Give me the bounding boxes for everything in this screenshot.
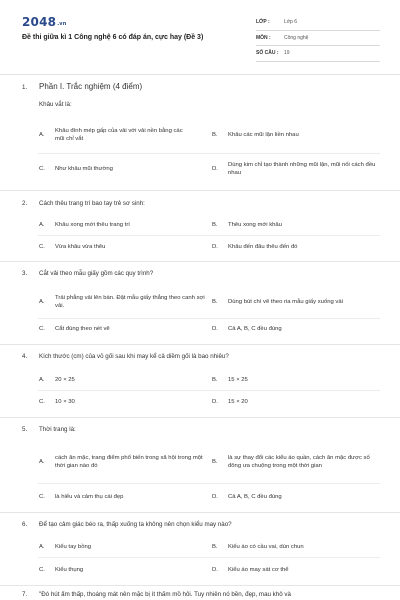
question-stem: Thời trang là: xyxy=(39,426,76,433)
option-a[interactable] xyxy=(39,542,189,552)
meta-value: Lớp 6 xyxy=(284,19,298,26)
meta-value: Công nghệ xyxy=(284,34,309,41)
option-letter: D. xyxy=(212,325,218,332)
question-divider xyxy=(0,585,400,586)
option-text: Dùng kim chỉ tạo thành những mũi lặn, mũi nối cách đều nhau xyxy=(228,161,376,176)
option-row-divider xyxy=(38,153,380,154)
option-d[interactable] xyxy=(212,565,380,575)
option-b[interactable] xyxy=(212,291,380,313)
option-row-divider xyxy=(38,318,380,319)
option-text: Cắt đúng theo nét vẽ xyxy=(55,325,110,332)
meta-count-row xyxy=(256,46,380,62)
option-letter: B. xyxy=(212,543,218,550)
option-letter: C. xyxy=(39,398,45,405)
question-divider xyxy=(0,261,400,262)
question-heading xyxy=(22,426,76,433)
option-letter: C. xyxy=(39,493,45,500)
option-letter: C. xyxy=(39,243,45,250)
option-letter: A. xyxy=(39,131,45,138)
option-d[interactable] xyxy=(212,397,380,407)
option-b[interactable] xyxy=(212,542,380,552)
meta-label: LỚP : xyxy=(256,19,270,26)
option-c[interactable] xyxy=(39,242,189,252)
option-c[interactable] xyxy=(39,158,189,180)
question-stem: Khâu vắt là: xyxy=(39,101,72,108)
option-letter: D. xyxy=(212,398,218,405)
option-text: Dùng bút chì vẽ theo ria mẫu giấy xuống vải xyxy=(228,298,343,305)
option-text: Kiểu thụng xyxy=(55,566,84,573)
question-number: 5. xyxy=(22,426,28,433)
question-heading xyxy=(22,200,145,207)
option-letter: C. xyxy=(39,566,45,573)
option-d[interactable] xyxy=(212,324,380,334)
option-b[interactable] xyxy=(212,447,380,477)
option-text: Thêu xong mới khâu xyxy=(228,221,282,228)
option-letter: B. xyxy=(212,221,218,228)
option-row-divider xyxy=(38,390,380,391)
option-letter: D. xyxy=(212,493,218,500)
option-letter: A. xyxy=(39,221,45,228)
option-letter: A. xyxy=(39,543,45,550)
option-text: 20 × 25 xyxy=(55,376,75,383)
part-heading xyxy=(22,82,142,91)
question-stem: Kích thước (cm) của vỏ gối sau khi may kể cả diềm gối là bao nhiêu? xyxy=(39,353,229,360)
question-stem: Cắt vải theo mẫu giấy gồm các quy trình? xyxy=(39,270,154,277)
option-letter: A. xyxy=(39,376,45,383)
question-divider xyxy=(0,344,400,345)
option-d[interactable] xyxy=(212,242,380,252)
meta-label: SỐ CÂU : xyxy=(256,50,279,57)
question-divider xyxy=(0,190,400,191)
meta-value: 19 xyxy=(284,50,290,57)
option-letter: C. xyxy=(39,165,45,172)
option-row-divider xyxy=(38,483,380,484)
question-heading xyxy=(22,353,229,360)
option-text: là sự thay đổi các kiểu áo quần, cách ăn mặc được số đông ưa chuộng trong một thời gian xyxy=(228,454,370,469)
option-text: cách ăn mặc, trang điểm phổ biến trong xã hội trong một thời gian nào đó xyxy=(55,454,203,469)
site-logo[interactable] xyxy=(22,15,67,29)
option-a[interactable] xyxy=(39,291,209,313)
option-text: là hiểu và cảm thụ cái đẹp xyxy=(55,493,124,500)
question-heading xyxy=(22,591,382,598)
question-number: 3. xyxy=(22,270,28,277)
option-text: Cả A, B, C đều đúng xyxy=(228,325,282,332)
question-stem: Cách thêu trang trí bao tay trẻ sơ sinh: xyxy=(39,200,145,207)
option-letter: B. xyxy=(212,298,218,305)
part-title: Phần I. Trắc nghiệm (4 điểm) xyxy=(39,82,143,91)
option-c[interactable] xyxy=(39,492,189,502)
question-stem: "Đó hút ẩm thấp, thoáng mát nên mặc bị ít thấm mồ hôi. Tuy nhiên nó bền, đẹp, mau khô và xyxy=(39,591,291,598)
question-heading xyxy=(22,521,232,528)
option-text: 15 × 25 xyxy=(228,376,248,383)
option-text: Khâu các mũi lặn liền nhau xyxy=(228,131,299,138)
question-heading xyxy=(22,270,153,277)
option-text: Khâu xong mới thêu trang trí xyxy=(55,221,130,228)
meta-class-row xyxy=(256,15,380,31)
option-d[interactable] xyxy=(212,492,380,502)
option-row-divider xyxy=(38,557,380,558)
option-text: 10 × 30 xyxy=(55,398,75,405)
option-row-divider xyxy=(38,235,380,236)
option-letter: D. xyxy=(212,243,218,250)
option-text: Khâu đính mép gấp của vải với vải nền bằng các mũi chỉ vắt xyxy=(55,127,183,142)
meta-label: MÔN : xyxy=(256,34,271,41)
option-letter: A. xyxy=(39,298,45,305)
question-stem: Để tạo cảm giác béo ra, thấp xuống ta không nên chọn kiểu may nào? xyxy=(39,521,232,528)
option-c[interactable] xyxy=(39,397,189,407)
option-b[interactable] xyxy=(212,220,380,230)
question-number: 1. xyxy=(22,84,28,91)
option-letter: A. xyxy=(39,458,45,465)
question-number: 6. xyxy=(22,521,28,528)
option-text: Cả A, B, C đều đúng xyxy=(228,493,282,500)
option-d[interactable] xyxy=(212,158,380,180)
option-b[interactable] xyxy=(212,124,380,146)
meta-subject-row xyxy=(256,31,380,47)
option-letter: B. xyxy=(212,376,218,383)
option-letter: D. xyxy=(212,566,218,573)
logo-suffix: .vn xyxy=(57,21,67,27)
question-divider xyxy=(0,512,400,513)
option-text: Trải phẳng vải lên bàn. Đặt mẫu giấy thẳng theo canh sợi vải. xyxy=(55,294,205,309)
option-text: 15 × 20 xyxy=(228,398,248,405)
option-a[interactable] xyxy=(39,375,189,385)
option-c[interactable] xyxy=(39,324,189,334)
option-text: Kiểu áo may sát cơ thể xyxy=(228,566,289,573)
option-a[interactable] xyxy=(39,220,189,230)
option-a[interactable] xyxy=(39,447,209,477)
option-letter: B. xyxy=(212,131,218,138)
option-text: Kiểu tay bồng xyxy=(55,543,92,550)
question-divider xyxy=(0,417,400,418)
option-c[interactable] xyxy=(39,565,189,575)
option-letter: C. xyxy=(39,325,45,332)
option-b[interactable] xyxy=(212,375,380,385)
exam-title: Đề thi giữa kì 1 Công nghệ 6 có đáp án, cực hay (Đề 3) xyxy=(22,34,204,41)
question-number: 7. xyxy=(22,591,28,598)
option-text: Vừa khâu vừa thêu xyxy=(55,243,106,250)
option-text: Khâu đến đâu thêu đến đó xyxy=(228,243,298,250)
question-number: 2. xyxy=(22,200,28,207)
logo-text: 2048 xyxy=(22,15,57,29)
option-text: Kiểu áo có cầu vai, dún chun xyxy=(228,543,304,550)
option-text: Như khâu mũi thường xyxy=(55,165,113,172)
exam-header xyxy=(0,0,400,70)
question-number: 4. xyxy=(22,353,28,360)
exam-meta-panel xyxy=(256,15,380,62)
option-a[interactable] xyxy=(39,124,189,146)
header-divider xyxy=(0,74,400,75)
option-letter: B. xyxy=(212,458,218,465)
option-letter: D. xyxy=(212,165,218,172)
